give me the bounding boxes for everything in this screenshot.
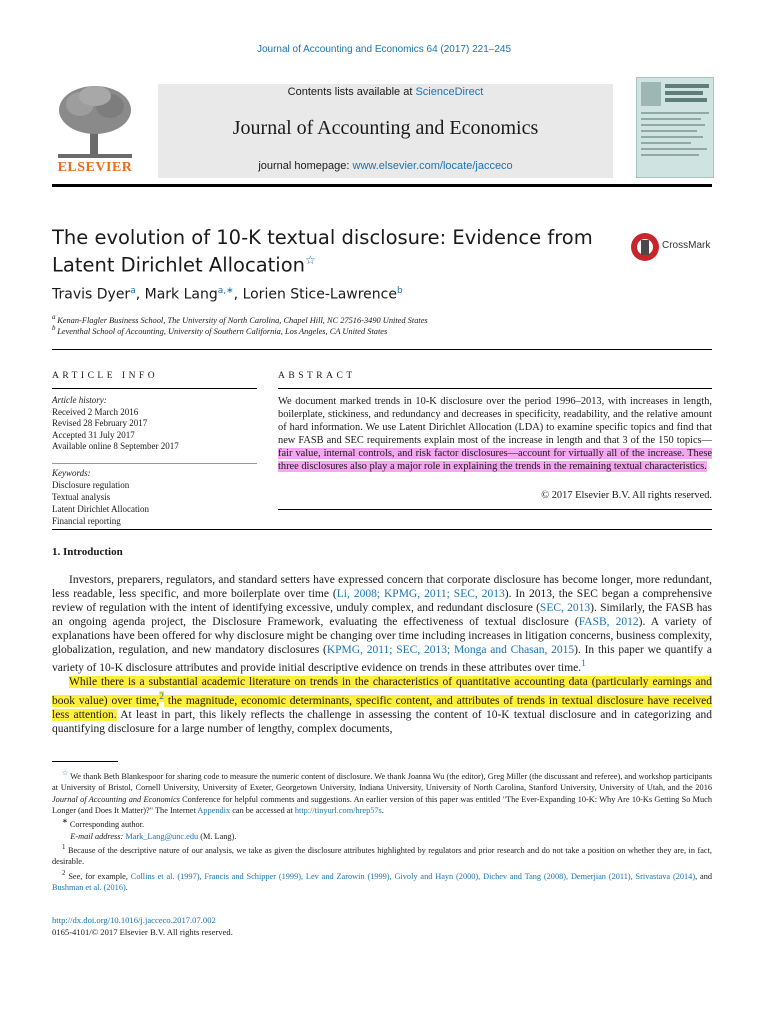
email-note <box>52 831 712 842</box>
email-link[interactable]: Mark_Lang@unc.edu <box>125 831 199 841</box>
author-name: Lorien Stice-Lawrence <box>242 286 397 303</box>
paragraph-text: ). In this paper we quantify a variety of 10-K disclosure attributes and provide initial descriptive evidence on trends in these attributes over time. <box>52 643 712 675</box>
citation-link[interactable]: Bushman et al. (2016) <box>52 882 126 892</box>
issn-line: 0165-4101/© 2017 Elsevier B.V. All rights reserved. <box>52 927 233 937</box>
article-title <box>52 226 612 277</box>
footnote-text: Corresponding author. <box>69 820 145 830</box>
footnotes <box>52 768 712 893</box>
journal-cover-thumbnail <box>636 77 714 178</box>
homepage-prefix: journal homepage: <box>258 160 353 172</box>
abstract-body <box>278 395 712 473</box>
footnote-text: See, for example, <box>68 871 131 881</box>
footnote-text: , and <box>695 871 712 881</box>
keywords <box>52 467 149 527</box>
citation-link[interactable]: Collins et al. (1997), Francis and Schipper (1999), Lev and Zarowin (1999), Givoly and Hayn (2000), Dichev and Tang (2008), Demerjian (2011), Srivastava (2014) <box>130 871 696 881</box>
title-footnote-star[interactable]: ☆ <box>305 253 316 267</box>
footnote-mark: 1 <box>62 843 66 851</box>
author-name: Travis Dyer <box>52 286 131 303</box>
article-history <box>52 395 179 453</box>
section-rule <box>52 349 712 350</box>
doi-link[interactable] <box>52 915 216 925</box>
homepage-link[interactable]: www.elsevier.com/locate/jacceco <box>352 160 513 172</box>
footnote-text: (M. Lang). <box>198 831 237 841</box>
citation-link[interactable]: Li, 2008; KPMG, 2011; SEC, 2013 <box>336 587 505 600</box>
footnote-text: can be accessed at <box>230 805 295 815</box>
tinyurl-link[interactable]: http://tinyurl.com/hrep57s <box>294 805 382 815</box>
corresponding-author-note <box>52 816 712 830</box>
crossmark-label: CrossMark <box>662 240 711 251</box>
keyword-item: Latent Dirichlet Allocation <box>52 504 149 514</box>
footnote-text: . <box>381 805 384 815</box>
crossmark-badge[interactable] <box>630 232 720 262</box>
article-title-text: The evolution of 10-K textual disclosure: Evidence from Latent Dirichlet Allocation <box>52 226 593 277</box>
author-affiliation-mark[interactable]: b <box>396 286 403 296</box>
affiliation-text: Leventhal School of Accounting, University of Southern California, Los Angeles, CA United States <box>57 326 388 336</box>
footnote-text: . <box>125 882 128 892</box>
keywords-rule <box>52 463 257 464</box>
abstract-bottom-rule <box>278 509 712 510</box>
abstract-text: We document marked trends in 10-K disclosure over the period 1996–2013, with increases in length, boilerplate, stickiness, and redundancy and decreases in specificity, readability, and the relative amount of hard information. We use Latent Dirichlet Allocation (LDA) to examine specific topics and find that new FASB and SEC requirements explain most of the increase in length and that 3 of the 150 topics— <box>278 396 712 446</box>
footnote-text: Because of the descriptive nature of our analysis, we take as given the disclosure attributes highlighted by regulators and prior research and do not take a position on whether they are, in fact, desirable. <box>52 845 712 867</box>
sciencedirect-link[interactable]: ScienceDirect <box>415 86 484 98</box>
introduction-body <box>52 574 712 737</box>
history-online: Available online 8 September 2017 <box>52 441 179 451</box>
abstract-highlight: fair value, internal controls, and risk factor disclosures—account for virtually all of the increase. These three disclosures also play a major role in explaining the trends in the remaining textual characteristics. <box>278 448 712 472</box>
history-received: Received 2 March 2016 <box>52 406 139 417</box>
history-label: Article history: <box>52 395 107 405</box>
highlighted-text: the magnitude, economic determinants, specific content, and attributes of trends in textual disclosure have received less attention. <box>52 694 712 721</box>
paragraph-text: At least in part, this likely reflects the challenge in assessing the content of 10-K textual disclosure and in categorizing and quantifying disclosure for a large number of lengthy, complex documents, <box>52 708 712 735</box>
affiliation-b <box>52 324 387 336</box>
footnote-ref[interactable]: 2 <box>159 691 164 703</box>
author-affiliation-mark[interactable]: a <box>130 286 136 296</box>
footnote-text: Conference for helpful comments and suggestions. An earlier version of this paper was entitled "The Ever-Expanding 10-K: Why Are 10-Ks Getting So Much Longer (and Does It Matter)?" The Internet <box>52 794 712 815</box>
footnote-star <box>52 768 712 816</box>
keywords-label: Keywords: <box>52 468 91 478</box>
article-info-rule <box>52 388 257 389</box>
doi-url[interactable]: http://dx.doi.org/10.1016/j.jacceco.2017.07.002 <box>52 915 216 925</box>
citation-link[interactable]: FASB, 2012 <box>578 615 639 628</box>
footnote-mark: 2 <box>62 869 66 877</box>
elsevier-wordmark: ELSEVIER <box>57 160 133 175</box>
keyword-item: Financial reporting <box>52 516 121 526</box>
author-name: Mark Lang <box>144 286 218 303</box>
author-list: Travis Dyer$^a$, Mark Lang$^{a,∗}$, Lorien Stice-Lawrence$^b$ <box>52 286 403 303</box>
citation-link[interactable]: KPMG, 2011; SEC, 2013; Monga and Chasan, 2015 <box>326 643 575 656</box>
affiliation-mark: a <box>52 313 56 321</box>
keyword-item: Textual analysis <box>52 492 111 502</box>
footnote-mark: ∗ <box>62 818 68 826</box>
paragraph-text: Investors, preparers, regulators, and standard setters have expressed concern that corporate disclosure has become longer, more redundant, less readable, less specific, and more boilerplate over time ( <box>52 574 712 600</box>
highlighted-text: While there is a substantial academic literature on trends in the characteristics of quantitative accounting data (particularly earnings and book value) over time, <box>52 676 712 707</box>
paragraph-text: ). A variety of explanations have been offered for why disclosure might be changing over time including increases in litigation concerns, business complexity, globalization, regulation, and new mandatory disclosures ( <box>52 615 713 656</box>
footnote-1 <box>52 842 712 868</box>
history-revised: Revised 28 February 2017 <box>52 418 148 428</box>
footnote-2 <box>52 868 712 894</box>
journal-citation[interactable]: Journal of Accounting and Economics 64 (2017) 221–245 <box>256 44 512 55</box>
email-label: E-mail address: <box>70 831 124 841</box>
front-matter-rule <box>52 529 712 530</box>
article-info-heading: ARTICLE INFO <box>52 371 159 381</box>
footnote-rule <box>52 761 118 762</box>
paragraph-text: ). In 2013, the SEC began a comprehensive review of regulation with the intent of identifying excessive, unduly complex, and redundant disclosure ( <box>52 587 712 614</box>
appendix-link[interactable]: Appendix <box>197 805 231 815</box>
history-accepted: Accepted 31 July 2017 <box>52 429 135 440</box>
homepage-line <box>158 160 613 172</box>
paragraph <box>52 574 712 676</box>
paragraph <box>52 676 712 736</box>
abstract-copyright: © 2017 Elsevier B.V. All rights reserved. <box>541 490 712 501</box>
keyword-item: Disclosure regulation <box>52 480 130 490</box>
contents-prefix: Contents lists available at <box>287 86 416 98</box>
citation-link[interactable]: SEC, 2013 <box>539 601 591 614</box>
affiliation-mark: b <box>52 324 56 332</box>
footnote-ref[interactable]: 1 <box>581 658 586 670</box>
author-affiliation-mark[interactable]: a,∗ <box>217 286 234 296</box>
journal-title: Journal of Accounting and Economics <box>232 117 539 139</box>
footnote-text: We thank Beth Blankespoor for sharing code to measure the numeric content of disclosure. We thank Joanna Wu (the editor), Greg Miller (the discussant and referee), and workshop participants at University of Bristol, Cornell University, University of Exeter, Georgetown University, Indiana University, University of North Carolina, Stanford University, University of Utah, and the 2016 <box>52 771 712 793</box>
footnote-text: Journal of Accounting and Economics <box>52 794 180 804</box>
abstract-heading: ABSTRACT <box>278 371 356 381</box>
abstract-rule <box>278 388 712 389</box>
contents-line <box>158 86 613 98</box>
footnote-mark: ☆ <box>62 770 69 777</box>
header-rule <box>52 184 712 187</box>
affiliation-text: Kenan-Flagler Business School, The University of North Carolina, Chapel Hill, NC 27516-3490 United States <box>57 315 428 325</box>
section-heading-introduction: 1. Introduction <box>52 546 123 558</box>
paragraph-text: ). Similarly, the FASB has an ongoing agenda project, the Disclosure Framework, evaluating the effectiveness of textual disclosure ( <box>52 601 712 628</box>
